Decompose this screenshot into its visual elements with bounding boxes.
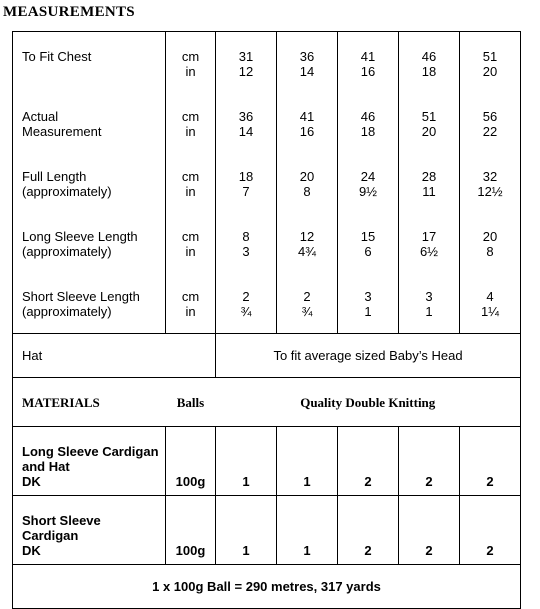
material-balls-value: 2 (338, 427, 399, 496)
measurement-units-line: in (185, 124, 196, 139)
measurement-value-line: 51 (482, 49, 498, 64)
measurement-value-line: 15 (360, 229, 376, 244)
page-title: MEASUREMENTS (3, 4, 135, 20)
material-label-line: and Hat (22, 459, 70, 474)
measurement-value (277, 213, 338, 273)
measurement-value-line: 46 (421, 49, 437, 64)
measurement-value (399, 32, 460, 94)
measurement-label-line: Long Sleeve Length (22, 229, 138, 244)
measurement-units-line: in (185, 304, 196, 319)
measurement-value-line: 22 (482, 124, 498, 139)
measurement-value-line: 1 (364, 304, 372, 319)
measurement-value (460, 153, 521, 213)
measurement-label-line: Actual (22, 109, 59, 124)
measurement-value-line: 9½ (358, 184, 378, 199)
material-label-line: DK (22, 543, 41, 558)
material-weight: 100g (166, 496, 216, 565)
measurement-value-line: 31 (238, 49, 254, 64)
measurement-units (166, 93, 216, 153)
measurement-value-line: 12 (299, 229, 315, 244)
measurement-value-line: 56 (482, 109, 498, 124)
measurement-value (277, 153, 338, 213)
measurement-units-line: in (185, 64, 196, 79)
measurement-row (13, 153, 521, 213)
measurement-label-line: (approximately) (22, 184, 112, 199)
measurement-value-line: 12 (238, 64, 254, 79)
material-label (13, 427, 166, 496)
measurement-value-line: 16 (299, 124, 315, 139)
measurement-value (338, 213, 399, 273)
measurement-row (13, 93, 521, 153)
measurement-value-line: 41 (360, 49, 376, 64)
footer-row (13, 565, 521, 609)
measurement-value (338, 273, 399, 334)
measurement-value-line: 18 (421, 64, 437, 79)
measurement-value-line: 12½ (477, 184, 503, 199)
measurement-value-line: 20 (299, 169, 315, 184)
measurement-row (13, 213, 521, 273)
measurement-value (338, 153, 399, 213)
measurement-label (13, 93, 166, 153)
measurement-value-line: 36 (299, 49, 315, 64)
measurement-label (13, 32, 166, 94)
measurement-value (277, 273, 338, 334)
materials-heading: MATERIALS (13, 378, 166, 427)
measurement-value (338, 32, 399, 94)
measurement-value-line: 24 (360, 169, 376, 184)
measurement-label-line: (approximately) (22, 244, 112, 259)
measurement-value (460, 93, 521, 153)
measurement-row (13, 273, 521, 334)
measurement-units-line: cm (181, 49, 200, 64)
measurement-value (277, 32, 338, 94)
ball-length-note: 1 x 100g Ball = 290 metres, 317 yards (13, 565, 521, 609)
material-label-line: Short Sleeve (22, 513, 101, 528)
material-balls-value: 2 (460, 496, 521, 565)
measurement-value-line: 18 (360, 124, 376, 139)
measurement-value-line: 3 (425, 289, 433, 304)
measurement-label-line: (approximately) (22, 304, 112, 319)
measurement-label-line: Full Length (22, 169, 87, 184)
measurement-units-line: in (185, 184, 196, 199)
measurement-value-line: 11 (422, 184, 436, 199)
measurement-value (399, 153, 460, 213)
material-balls-value: 2 (399, 496, 460, 565)
material-row (13, 496, 521, 565)
measurement-value-line: 8 (486, 244, 494, 259)
measurement-value-line: 20 (482, 229, 498, 244)
measurement-value-line: ¾ (301, 304, 313, 319)
material-weight: 100g (166, 427, 216, 496)
measurement-units (166, 213, 216, 273)
measurement-value-line: 8 (303, 184, 311, 199)
measurement-value-line: 1¼ (480, 304, 500, 319)
measurement-label (13, 153, 166, 213)
measurement-value-line: 20 (482, 64, 498, 79)
measurement-label (13, 273, 166, 334)
measurement-units-line: cm (181, 289, 200, 304)
measurement-units (166, 32, 216, 94)
measurement-value-line: 3 (242, 244, 250, 259)
measurement-units-line: cm (181, 169, 200, 184)
measurement-value-line: 1 (425, 304, 433, 319)
material-label-line: DK (22, 474, 41, 489)
measurement-value-line: 20 (421, 124, 437, 139)
measurement-value-line: 14 (238, 124, 254, 139)
measurement-value-line: ¾ (240, 304, 252, 319)
material-row (13, 427, 521, 496)
measurement-value-line: 36 (238, 109, 254, 124)
measurement-units (166, 273, 216, 334)
material-balls-value: 1 (216, 427, 277, 496)
quality-heading: Quality Double Knitting (216, 378, 521, 427)
measurement-value (399, 213, 460, 273)
measurement-value (460, 213, 521, 273)
measurement-value-line: 46 (360, 109, 376, 124)
material-balls-value: 1 (277, 496, 338, 565)
measurement-units-line: cm (181, 229, 200, 244)
measurement-row (13, 32, 521, 94)
measurement-units-line: cm (181, 109, 200, 124)
material-balls-value: 2 (460, 427, 521, 496)
measurement-label-line: Measurement (22, 124, 102, 139)
measurement-value-line: 16 (360, 64, 376, 79)
measurement-value-line: 7 (242, 184, 250, 199)
measurement-value (216, 32, 277, 94)
measurement-value-line: 17 (421, 229, 437, 244)
measurement-value-line: 2 (303, 289, 311, 304)
material-balls-value: 1 (277, 427, 338, 496)
measurement-value-line: 4¾ (297, 244, 317, 259)
measurement-value (338, 93, 399, 153)
material-balls-value: 2 (338, 496, 399, 565)
measurement-value-line: 3 (364, 289, 372, 304)
measurement-value-line: 14 (299, 64, 315, 79)
material-label (13, 496, 166, 565)
measurement-value (216, 273, 277, 334)
hat-value: To fit average sized Baby’s Head (216, 334, 521, 378)
material-label-line: Cardigan (22, 528, 79, 543)
hat-row (13, 334, 521, 378)
measurement-units-line: in (185, 244, 196, 259)
measurement-value-line: 28 (421, 169, 437, 184)
measurements-table (12, 31, 521, 609)
measurement-value (460, 273, 521, 334)
measurement-value-line: 6½ (419, 244, 439, 259)
measurement-value (277, 93, 338, 153)
measurement-value (216, 153, 277, 213)
balls-heading: Balls (166, 378, 216, 427)
measurement-value (399, 93, 460, 153)
measurement-value (216, 93, 277, 153)
measurement-value (399, 273, 460, 334)
measurement-value-line: 18 (238, 169, 254, 184)
measurement-value-line: 51 (421, 109, 437, 124)
materials-header-row (13, 378, 521, 427)
material-balls-value: 2 (399, 427, 460, 496)
measurement-units (166, 153, 216, 213)
measurement-value-line: 2 (242, 289, 250, 304)
material-label-line: Long Sleeve Cardigan (22, 444, 159, 459)
measurement-value-line: 41 (299, 109, 315, 124)
measurement-label-line: Short Sleeve Length (22, 289, 140, 304)
material-balls-value: 1 (216, 496, 277, 565)
hat-label: Hat (13, 334, 216, 378)
measurement-label-line: To Fit Chest (22, 49, 92, 64)
measurement-value-line: 6 (364, 244, 372, 259)
measurement-value-line: 4 (486, 289, 494, 304)
measurement-value (216, 213, 277, 273)
measurement-value-line: 32 (482, 169, 498, 184)
measurement-value (460, 32, 521, 94)
measurement-label (13, 213, 166, 273)
measurement-value-line: 8 (242, 229, 250, 244)
